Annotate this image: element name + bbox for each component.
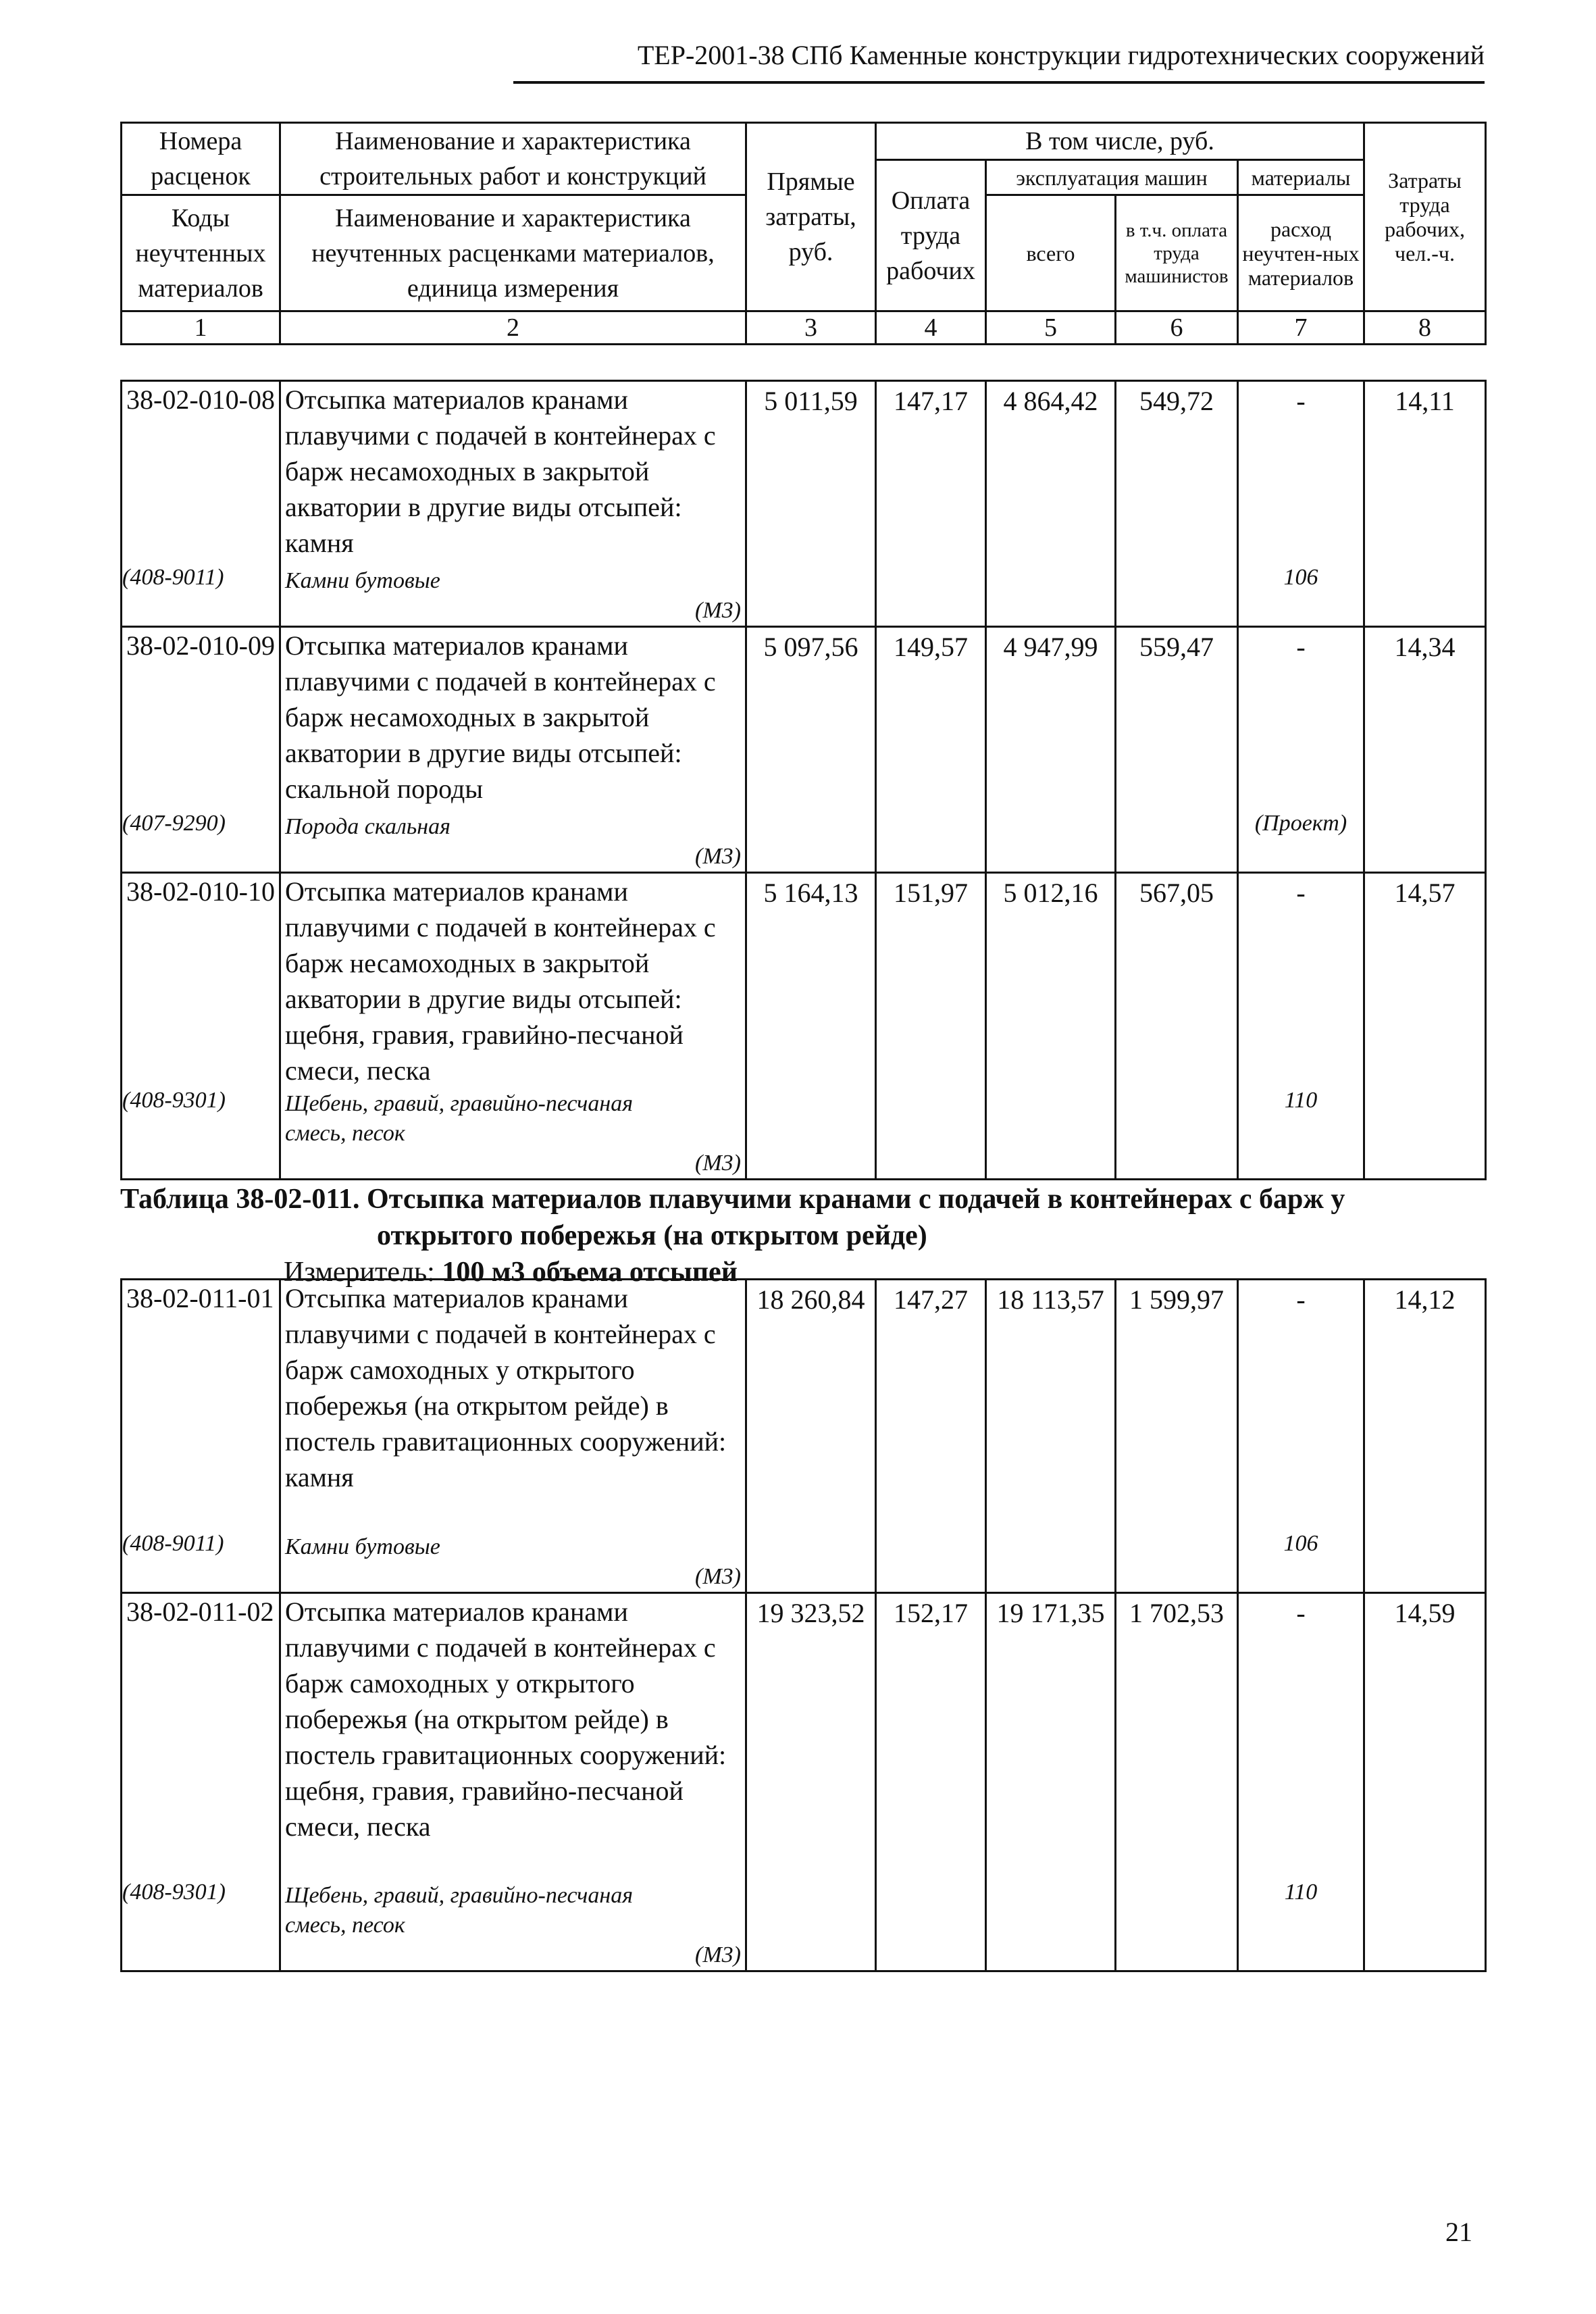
rate-row: [122, 873, 1486, 1180]
materials-value: -: [1296, 1284, 1306, 1315]
col1-bottom-header: Коды неучтенных материалов: [122, 195, 280, 311]
col7-header: расход неучтен-ных материалов: [1238, 195, 1364, 311]
col3-header: Прямые затраты, руб.: [746, 123, 876, 311]
materials-value: -: [1296, 386, 1306, 416]
work-description: Отсыпка материалов кранами плавучими с подачей в контейнерах с барж несамоходных в закрытой акватории в другие виды отсыпей: скальной породы: [285, 630, 716, 804]
direct-costs: 5 011,59: [746, 381, 876, 627]
labor-pay: 152,17: [876, 1593, 986, 1971]
col-number: 3: [746, 311, 876, 345]
machinists-pay: 559,47: [1116, 627, 1238, 873]
rate-code: 38-02-011-01: [126, 1283, 274, 1313]
labor-hours: 14,57: [1364, 873, 1486, 1180]
material-unit: (М3): [695, 844, 741, 869]
labor-pay: 151,97: [876, 873, 986, 1180]
col-number: 1: [122, 311, 280, 345]
material-unit: (М3): [695, 1151, 741, 1176]
meter-value: 100 м3 объема отсыпей: [442, 1257, 738, 1288]
labor-hours: 14,59: [1364, 1593, 1486, 1971]
materials-value: -: [1296, 1598, 1306, 1628]
rate-row: [122, 1280, 1486, 1593]
material-quantity: 106: [1283, 1531, 1318, 1556]
rates-table-011: [120, 1278, 1487, 1972]
table-title-line2: открытого побережья (на открытом рейде): [377, 1220, 927, 1251]
material-code: (408-9011): [122, 1531, 224, 1556]
rate-code: 38-02-010-10: [126, 876, 275, 907]
col8-header: Затраты труда рабочих, чел.-ч.: [1364, 123, 1486, 311]
machinists-pay: 1 599,97: [1116, 1280, 1238, 1593]
header-rule: [513, 81, 1485, 84]
labor-pay: 147,27: [876, 1280, 986, 1593]
material-name: Камни бутовые: [285, 568, 440, 593]
material-name: Щебень, гравий, гравийно-песчаная смесь, песок: [285, 1883, 634, 1938]
labor-pay: 147,17: [876, 381, 986, 627]
work-description: Отсыпка материалов кранами плавучими с подачей в контейнерах с барж самоходных у открытого побережья (на открытом рейде) в постель гравитационных сооружений: щебня, гравия, гравийно-песчаной смеси, песка: [285, 1596, 727, 1842]
col1-top-header: Номера расценок: [122, 123, 280, 195]
col2-bottom-header: Наименование и характеристика неучтенных расценками материалов, единица измерения: [280, 195, 746, 311]
direct-costs: 18 260,84: [746, 1280, 876, 1593]
col-number: 5: [986, 311, 1116, 345]
col-number: 4: [876, 311, 986, 345]
col4-header: Оплата труда рабочих: [876, 160, 986, 311]
material-code: (408-9301): [122, 1088, 226, 1113]
rate-code: 38-02-010-08: [126, 384, 275, 415]
labor-hours: 14,12: [1364, 1280, 1486, 1593]
materials-value: -: [1296, 878, 1306, 908]
material-name: Щебень, гравий, гравийно-песчаная смесь, песок: [285, 1091, 634, 1146]
running-header: ТЕР-2001-38 СПб Каменные конструкции гидротехнических сооружений: [637, 40, 1485, 70]
col2-top-header: Наименование и характеристика строительных работ и конструкций: [280, 123, 746, 195]
col5-header: всего: [986, 195, 1116, 311]
col-number: 7: [1238, 311, 1364, 345]
machines-total: 5 012,16: [986, 873, 1116, 1180]
page-number: 21: [1445, 2217, 1472, 2247]
labor-hours: 14,34: [1364, 627, 1486, 873]
col-number: 8: [1364, 311, 1486, 345]
col-number: 2: [280, 311, 746, 345]
direct-costs: 5 164,13: [746, 873, 876, 1180]
rate-row: [122, 627, 1486, 873]
material-unit: (М3): [695, 1942, 741, 1967]
group-header: В том числе, руб.: [876, 123, 1364, 160]
meter-label: Измеритель:: [284, 1257, 435, 1288]
machines-header: эксплуатация машин: [986, 160, 1238, 195]
column-header-table: [120, 122, 1487, 345]
machines-total: 19 171,35: [986, 1593, 1116, 1971]
direct-costs: 19 323,52: [746, 1593, 876, 1971]
col-number: 6: [1116, 311, 1238, 345]
col6-header: в т.ч. оплата труда машинистов: [1116, 195, 1238, 311]
material-code: (407-9290): [122, 811, 226, 836]
rate-code: 38-02-011-02: [126, 1596, 274, 1627]
material-name: Камни бутовые: [285, 1534, 440, 1559]
work-description: Отсыпка материалов кранами плавучими с подачей в контейнерах с барж несамоходных в закрытой акватории в другие виды отсыпей: камня: [285, 384, 716, 558]
material-quantity: 110: [1284, 1880, 1318, 1905]
work-description: Отсыпка материалов кранами плавучими с подачей в контейнерах с барж самоходных у открытого побережья (на открытом рейде) в постель гравитационных сооружений: камня: [285, 1283, 727, 1492]
material-unit: (М3): [695, 1564, 741, 1589]
rate-code: 38-02-010-09: [126, 630, 275, 661]
table-title-38-02-011: [120, 1181, 1431, 1254]
material-quantity: (Проект): [1254, 811, 1347, 836]
material-code: (408-9011): [122, 565, 224, 590]
work-description: Отсыпка материалов кранами плавучими с подачей в контейнерах с барж несамоходных в закрытой акватории в другие виды отсыпей: щебня, гравия, гравийно-песчаной смеси, песка: [285, 876, 716, 1086]
table-title-line1: Таблица 38-02-011. Отсыпка материалов плавучими кранами с подачей в контейнерах с барж у: [120, 1184, 1345, 1215]
machines-total: 4 864,42: [986, 381, 1116, 627]
machinists-pay: 567,05: [1116, 873, 1238, 1180]
machinists-pay: 1 702,53: [1116, 1593, 1238, 1971]
labor-hours: 14,11: [1364, 381, 1486, 627]
machines-total: 18 113,57: [986, 1280, 1116, 1593]
material-unit: (М3): [695, 598, 741, 623]
labor-pay: 149,57: [876, 627, 986, 873]
materials-value: -: [1296, 632, 1306, 662]
material-code: (408-9301): [122, 1880, 226, 1905]
material-quantity: 110: [1284, 1088, 1318, 1113]
rate-row: [122, 1593, 1486, 1971]
direct-costs: 5 097,56: [746, 627, 876, 873]
material-quantity: 106: [1283, 565, 1318, 590]
machinists-pay: 549,72: [1116, 381, 1238, 627]
rates-table-010: [120, 380, 1487, 1180]
material-name: Порода скальная: [285, 814, 451, 839]
machines-total: 4 947,99: [986, 627, 1116, 873]
rate-row: [122, 381, 1486, 627]
materials-header: материалы: [1238, 160, 1364, 195]
